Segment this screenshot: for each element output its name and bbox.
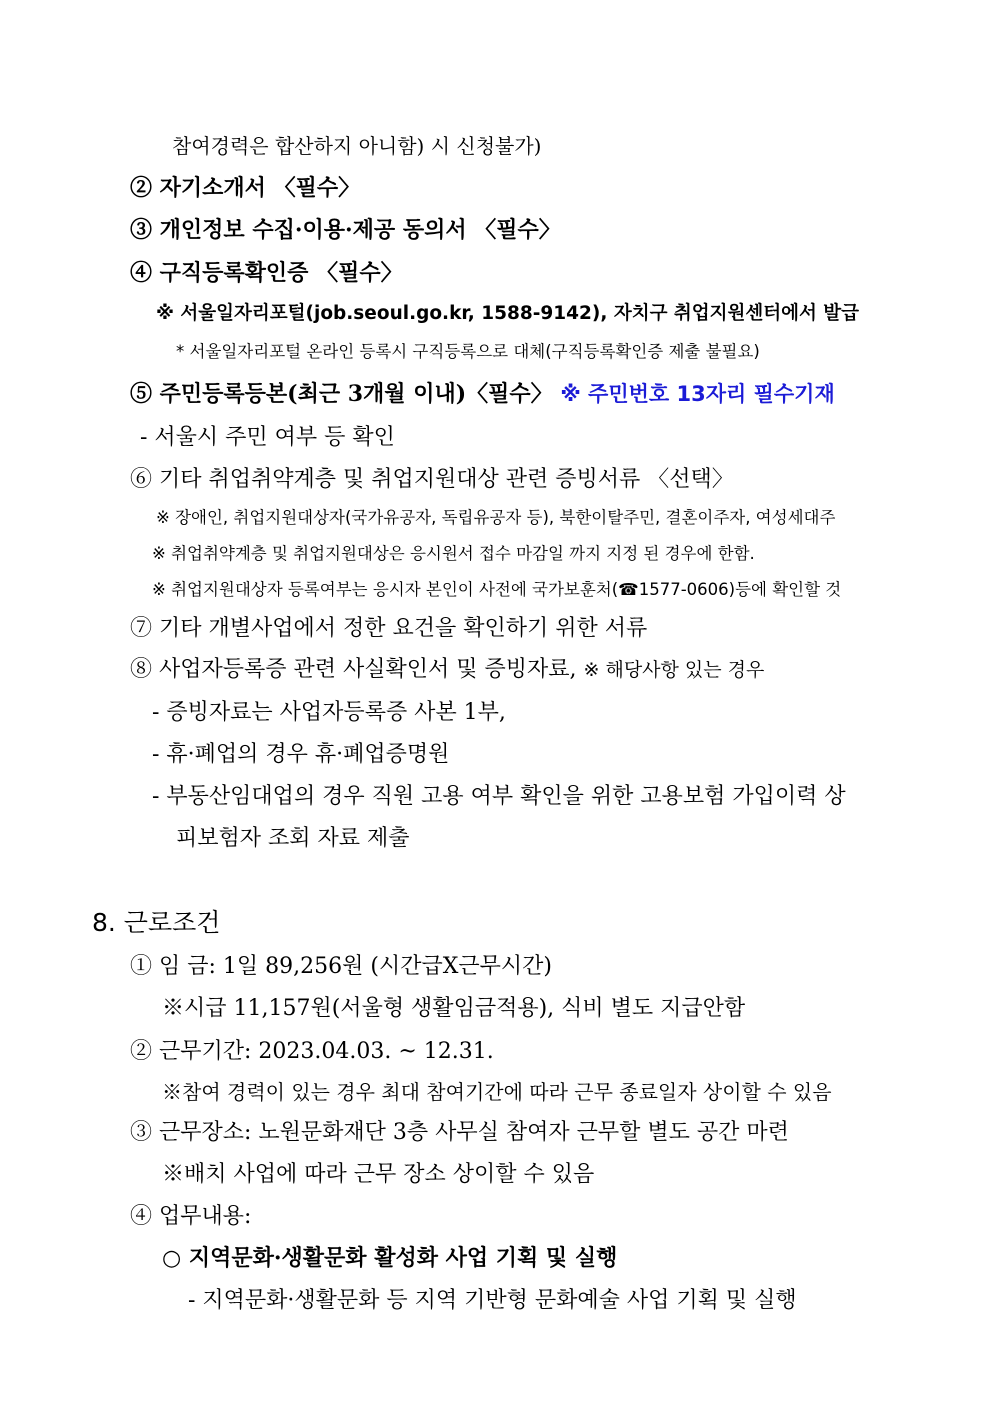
item-4-note-online: * 서울일자리포털 온라인 등록시 구직등록으로 대체(구직등록확인증 제출 불필요): [176, 342, 760, 361]
item-3-privacy-consent: ③ 개인정보 수집·이용·제공 동의서 〈필수〉: [130, 217, 561, 243]
item-6-optional-proof: ⑥ 기타 취업취약계층 및 취업지원대상 관련 증빙서류 〈선택〉: [130, 467, 734, 492]
period-note: ※참여 경력이 있는 경우 최대 참여기간에 따라 근무 종료일자 상이할 수 있음: [162, 1080, 832, 1104]
item-4-note-issuer: ※ 서울일자리포털(job.seoul.go.kr, 1588-9142), 자치구 취업지원센터에서 발급: [156, 303, 860, 324]
item-8-sub-insurance-cont: 피보험자 조회 자료 제출: [176, 826, 410, 851]
item-4-job-registration: ④ 구직등록확인증 〈필수〉: [130, 260, 403, 286]
item-5-label: ⑤ 주민등록등본(최근 3개월 이내)〈필수〉: [130, 381, 553, 407]
item-5-resident-registration: [130, 377, 835, 408]
item-8-sub-copy: - 증빙자료는 사업자등록증 사본 1부,: [152, 700, 506, 725]
item-8-label: ⑧ 사업자등록증 관련 사실확인서 및 증빙자료,: [130, 657, 577, 682]
wage-line: ① 임 금: 1일 89,256원 (시간급X근무시간): [130, 954, 552, 979]
section-8-heading: 8. 근로조건: [92, 908, 221, 937]
wage-note: ※시급 11,157원(서울형 생활임금적용), 식비 별도 지급안함: [162, 996, 746, 1021]
duty-main: ○ 지역문화·생활문화 활성화 사업 기획 및 실행: [162, 1245, 618, 1271]
item-7-other-documents: ⑦ 기타 개별사업에서 정한 요건을 확인하기 위한 서류: [130, 616, 648, 641]
carryover-text: 참여경력은 합산하지 아니함) 시 신청불가): [172, 134, 542, 158]
item-5-note: ※ 주민번호 13자리 필수기재: [560, 382, 835, 406]
duty-line: ④ 업무내용:: [130, 1204, 252, 1229]
item-8-business-registration: [130, 652, 764, 683]
item-5-sub: - 서울시 주민 여부 등 확인: [140, 425, 395, 450]
place-line: ③ 근무장소: 노원문화재단 3층 사무실 참여자 근무할 별도 공간 마련: [130, 1120, 789, 1145]
item-6-note-categories: ※ 장애인, 취업지원대상자(국가유공자, 독립유공자 등), 북한이탈주민, 결혼이주자, 여성세대주: [156, 508, 836, 527]
item-2-self-introduction: ② 자기소개서 〈필수〉: [130, 175, 361, 201]
item-8-sub-closure: - 휴·폐업의 경우 휴·폐업증명원: [152, 742, 450, 767]
item-6-note-verify: ※ 취업지원대상자 등록여부는 응시자 본인이 사전에 국가보훈처(☎1577-0606)등에 확인할 것: [152, 580, 842, 599]
item-8-sub-insurance: - 부동산임대업의 경우 직원 고용 여부 확인을 위한 고용보험 가입이력 상: [152, 784, 846, 809]
place-note: ※배치 사업에 따라 근무 장소 상이할 수 있음: [162, 1162, 595, 1187]
duty-sub: - 지역문화·생활문화 등 지역 기반형 문화예술 사업 기획 및 실행: [188, 1288, 797, 1313]
item-6-note-deadline: ※ 취업취약계층 및 취업지원대상은 응시원서 접수 마감일 까지 지정 된 경우에 한함.: [152, 544, 755, 563]
item-8-note: ※ 해당사항 있는 경우: [583, 659, 765, 681]
period-line: ② 근무기간: 2023.04.03. ~ 12.31.: [130, 1039, 494, 1064]
